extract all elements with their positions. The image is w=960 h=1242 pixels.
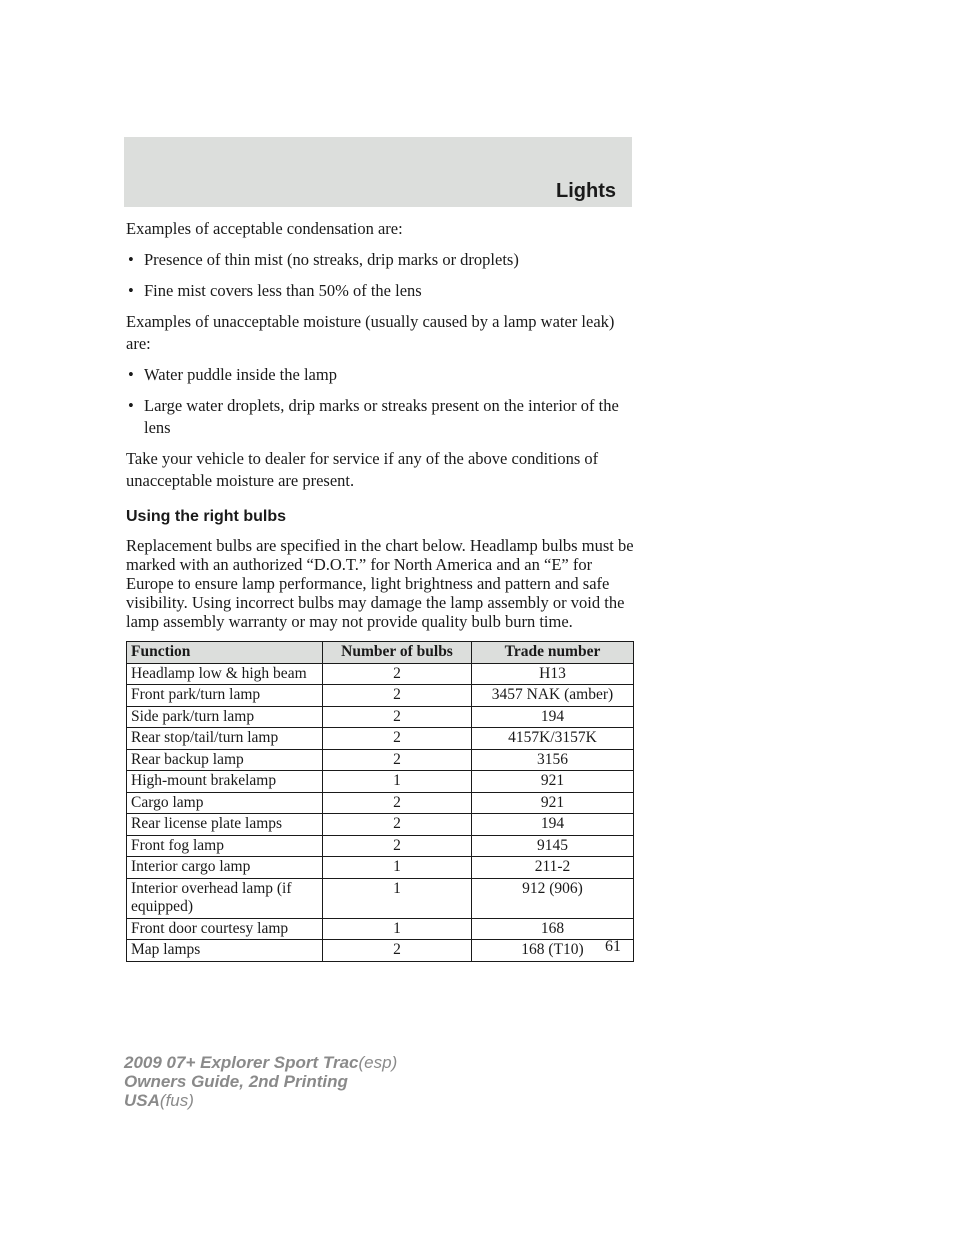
cell-count: 2 <box>323 706 472 728</box>
cell-function: Side park/turn lamp <box>127 706 323 728</box>
table-row <box>127 792 634 814</box>
table-row <box>127 728 634 750</box>
bullet-icon: • <box>128 281 134 300</box>
cell-function: Map lamps <box>127 940 323 962</box>
column-header-function: Function <box>127 642 323 664</box>
cell-function: Front park/turn lamp <box>127 685 323 707</box>
cell-trade: 194 <box>472 814 634 836</box>
unacceptable-list <box>126 364 634 439</box>
footer-line-2: Owners Guide, 2nd Printing <box>124 1072 348 1091</box>
footer-title: 2009 07+ Explorer Sport Trac <box>124 1053 359 1072</box>
cell-trade: 3156 <box>472 749 634 771</box>
page-content <box>126 218 634 962</box>
list-item: • Water puddle inside the lamp <box>128 365 337 384</box>
cell-count: 2 <box>323 685 472 707</box>
bullet-icon: • <box>128 396 134 415</box>
table-row <box>127 878 634 918</box>
table-row <box>127 814 634 836</box>
cell-count: 2 <box>323 749 472 771</box>
cell-trade: 9145 <box>472 835 634 857</box>
footer-region: USA <box>124 1091 160 1110</box>
cell-trade: 3457 NAK (amber) <box>472 685 634 707</box>
cell-function: Front door courtesy lamp <box>127 918 323 940</box>
cell-function: High-mount brakelamp <box>127 771 323 793</box>
table-row <box>127 749 634 771</box>
cell-trade: H13 <box>472 663 634 685</box>
document-footer <box>124 1053 397 1110</box>
cell-trade: 211-2 <box>472 857 634 879</box>
cell-function: Rear stop/tail/turn lamp <box>127 728 323 750</box>
cell-count: 2 <box>323 835 472 857</box>
section-title: Lights <box>556 180 616 202</box>
table-row <box>127 918 634 940</box>
cell-trade: 4157K/3157K <box>472 728 634 750</box>
list-item: • Presence of thin mist (no streaks, drip marks or droplets) <box>128 250 519 269</box>
table-row <box>127 706 634 728</box>
footer-region-code: (fus) <box>159 1091 194 1110</box>
cell-count: 2 <box>323 940 472 962</box>
table-row <box>127 663 634 685</box>
acceptable-heading: Examples of acceptable condensation are: <box>126 219 403 238</box>
table-row <box>127 771 634 793</box>
cell-function: Front fog lamp <box>127 835 323 857</box>
cell-function: Rear license plate lamps <box>127 814 323 836</box>
table-header-row <box>127 642 634 664</box>
footer-line-1 <box>124 1053 397 1072</box>
footer-code: (esp) <box>358 1053 398 1072</box>
table-row <box>127 940 634 962</box>
cell-count: 2 <box>323 792 472 814</box>
table-row <box>127 857 634 879</box>
page-number: 61 <box>605 938 621 955</box>
cell-function: Headlamp low & high beam <box>127 663 323 685</box>
cell-count: 2 <box>323 663 472 685</box>
bulbs-paragraph: Replacement bulbs are specified in the chart below. Headlamp bulbs must be marked with an authorized “D.O.T.” for North America and an “E” for Europe to ensure lamp performance, light brightness and pattern and safe visibility. Using incorrect bulbs may damage the lamp assembly or void the lamp assembly warranty or may not provide quality bulb burn time. <box>126 536 634 631</box>
cell-trade: 912 (906) <box>472 878 634 918</box>
bullet-icon: • <box>128 250 134 269</box>
cell-count: 1 <box>323 918 472 940</box>
bulbs-heading: Using the right bulbs <box>126 508 286 525</box>
section-header <box>124 137 632 207</box>
cell-function: Interior cargo lamp <box>127 857 323 879</box>
cell-trade: 168 (T10) <box>472 940 634 962</box>
column-header-number: Number of bulbs <box>323 642 472 664</box>
list-item: • Fine mist covers less than 50% of the lens <box>128 281 422 300</box>
cell-function: Cargo lamp <box>127 792 323 814</box>
service-note: Take your vehicle to dealer for service if any of the above conditions of unacceptable moisture are present. <box>126 449 599 490</box>
cell-trade: 168 <box>472 918 634 940</box>
cell-trade: 194 <box>472 706 634 728</box>
cell-count: 2 <box>323 814 472 836</box>
cell-function: Rear backup lamp <box>127 749 323 771</box>
cell-trade: 921 <box>472 792 634 814</box>
bullet-icon: • <box>128 365 134 384</box>
cell-count: 2 <box>323 728 472 750</box>
acceptable-list <box>126 249 634 302</box>
cell-count: 1 <box>323 857 472 879</box>
cell-count: 1 <box>323 771 472 793</box>
table-row <box>127 835 634 857</box>
cell-count: 1 <box>323 878 472 918</box>
footer-line-3 <box>124 1091 397 1110</box>
list-item: • Large water droplets, drip marks or streaks present on the interior of the lens <box>128 396 619 437</box>
cell-trade: 921 <box>472 771 634 793</box>
column-header-trade: Trade number <box>472 642 634 664</box>
unacceptable-heading: Examples of unacceptable moisture (usually caused by a lamp water leak) are: <box>126 312 615 353</box>
table-row <box>127 685 634 707</box>
bulb-table <box>126 641 634 962</box>
cell-function: Interior overhead lamp (if equipped) <box>127 878 323 918</box>
